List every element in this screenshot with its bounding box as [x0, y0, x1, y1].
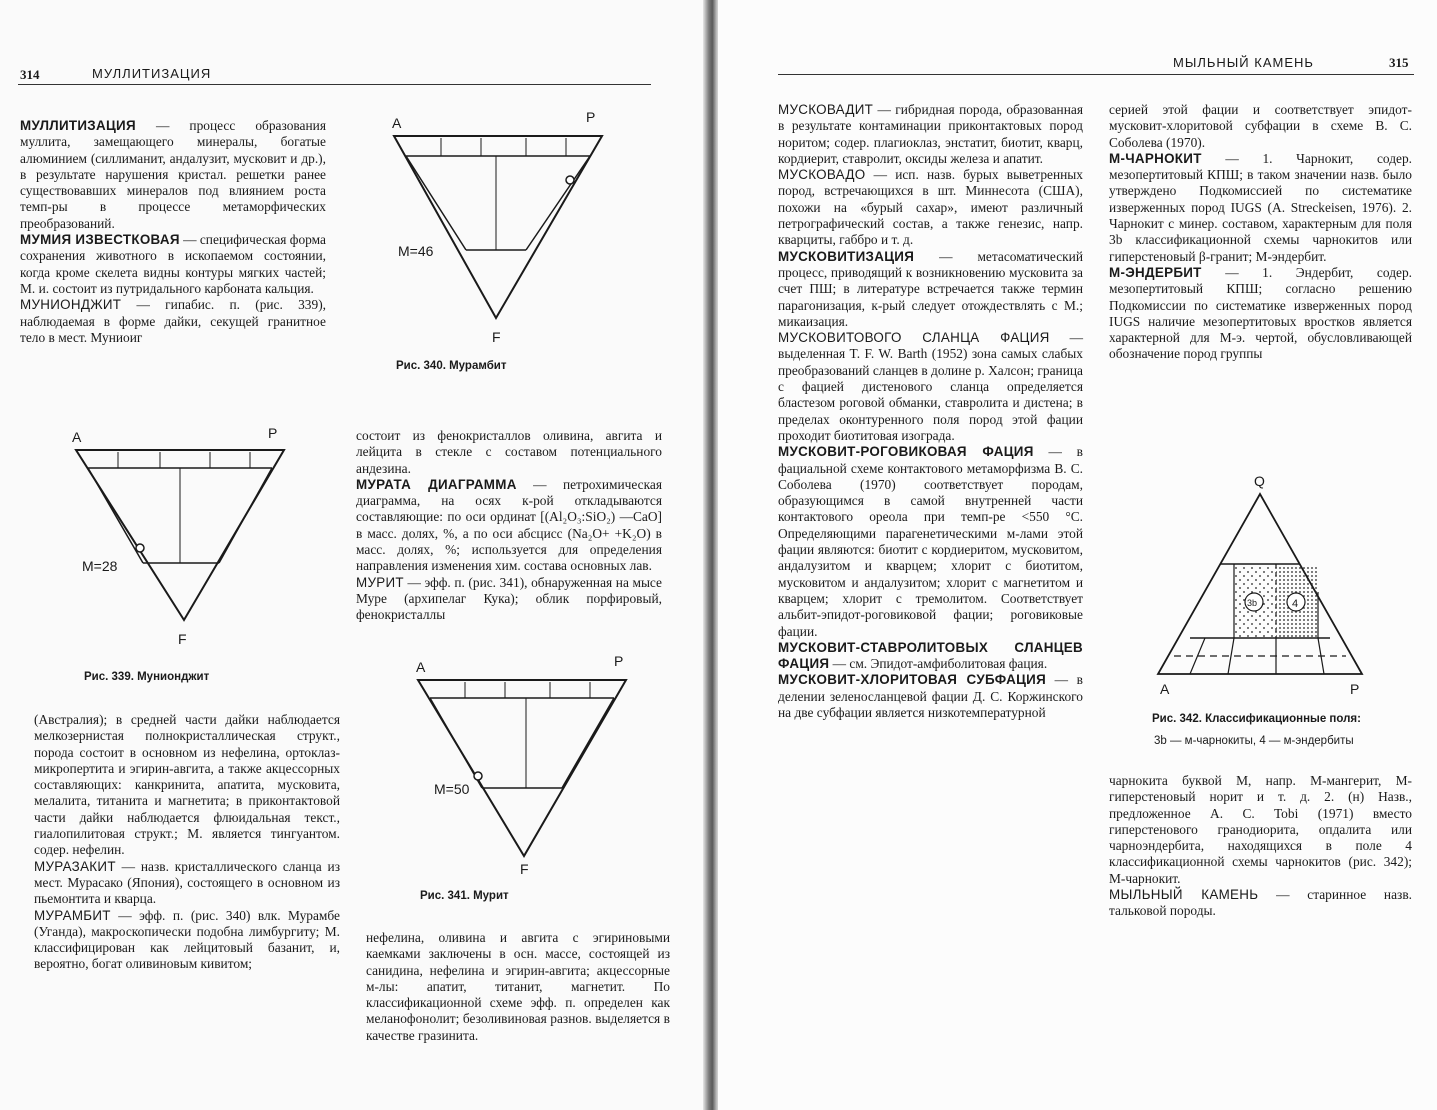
figure-342 — [1150, 466, 1380, 706]
right-column-bottom — [366, 930, 670, 1044]
entry-text: — эфф. п. (рис. 340) влк. Мурамбе (Уганда), макроскопически подобна лимбургиту; М. классифицирован как лейцитовый базанит, и, вероятно, богат оливиновым кивитом; — [34, 907, 340, 972]
entry-term: М-ЧАРНОКИТ — [1109, 150, 1202, 166]
entry-text: — назв. кристаллического сланца из мест. Мурасако (Япония), состоящего в основном из пьемонтита и кварца. — [34, 858, 340, 907]
entry-text: — процесс образования муллита, замещающего минералы, богатые алюминием (силлиманит, андалузит, мусковит и др.), в результате нарушения кристал. решетки ранее существовавших минералов под влиянием роста темп-ры в процессе метаморфических преобразований. — [20, 118, 326, 231]
right-page-right-column-bottom — [1109, 773, 1412, 920]
fig341-label-f: F — [520, 861, 529, 877]
fig342-label-q: Q — [1254, 473, 1265, 489]
fig341-label-a: A — [416, 659, 426, 675]
fig340-label-f: F — [492, 329, 501, 345]
entry-text: — выделенная T. F. W. Barth (1952) зона самых слабых преобразований сланцев в долине р. Халсон; граница с фацией дистенового сланца определяется бластезом роговой обманки, ставролита и дистена; в пределах оконтуренного поля пород этой фации проходит биотитовая изограда. — [778, 330, 1083, 443]
fig339-label-p: P — [268, 425, 278, 441]
entry-text: — гипабис. п. (рис. 339), наблюдаемая в форме дайки, секущей гранитное тело в мест. Муниоиг — [20, 297, 326, 345]
fig341-caption: Рис. 341. Мурит — [420, 890, 509, 902]
entry-paragraph — [1109, 151, 1412, 265]
entry-text: — петрохимическая диаграмма, на осях к-рой откладываются составляющие: по оси ординат [(Al₂O₃:SiO₂) —CaO] в масс. долях, %, а по оси абсцисс (Na₂O+ +K₂O) в масс. долях, %; используется для определения направления изменения хим. состава основных лав. — [356, 476, 662, 574]
entry-paragraph — [778, 444, 1083, 640]
left-column-top — [20, 118, 326, 346]
entry-text: — в фациальной схеме контактового метаморфизма В. С. Соболева (1970) соответствует породам, образующимся в самой внутренней части контактового ореола при темп-ре <550 °С. Определяющими парагенетическими м-лами этой фации являются: биотит с кордиеритом, мусковитом, андалузитом и кварцем; хлорит с биотитом, мусковитом и андалузитом; хлорит с магнетитом и кварцем; хлорит с тремолитом. Соответствует альбит-эпидот-роговиковой фации; роговиковые фации. — [778, 444, 1083, 639]
entry-text: — специфическая форма сохранения животного в ископаемом состоянии, когда кроме скелета видны контуры мягких частей; М. и. состоит из путридального карбоната кальция. — [20, 232, 326, 296]
entry-text: — 1. Чарнокит, содер. мезопертитовый КПШ; в таком значении назв. было утверждено Подкомиссией по систематике изверженных пород IUGS (A. Streckeisen, 1976). 2. Чарнокит с минер. составом, характерным для поля 3b классификационной схемы чарнокитов или гиперстеновый β-гранит; М-эндербит. — [1109, 150, 1412, 264]
entry-paragraph — [1109, 887, 1412, 920]
entry-paragraph — [778, 167, 1083, 248]
entry-text: — в делении зеленосланцевой фации Д. С. Коржинского на две субфации является низкотемпературной — [778, 672, 1083, 720]
entry-term: МУМИЯ ИЗВЕСТКОВАЯ — [20, 232, 180, 248]
page-number-right: 315 — [1389, 55, 1409, 70]
entry-paragraph — [1109, 102, 1412, 151]
entry-text: — метасоматический процесс, приводящий к возникновению мусковита за счет ПШ; в литературе встречается также термин парагонизация, к-рый следует отождествлять с М.; микаизация. — [778, 248, 1083, 329]
entry-paragraph — [356, 428, 662, 477]
entry-text: — исп. назв. бурых выветренных пород, встречающихся в шт. Миннесота (США), похожи на «бурый сахар», имеют различный петрографический состав, а также генезис, напр. кварциты, габбро и т. д. — [778, 167, 1083, 248]
entry-term: МУСКОВИТ-ХЛОРИТОВАЯ СУБФАЦИЯ — [778, 672, 1047, 688]
entry-term: МУСКОВИТИЗАЦИЯ — [778, 248, 915, 264]
entry-term: МУНИОНДЖИТ — [20, 297, 122, 313]
fig341-label-p: P — [614, 653, 624, 669]
entry-term: МУРАЗАКИТ — [34, 858, 116, 874]
entry-text: — см. Эпидот-амфиболитовая фация. — [829, 656, 1048, 672]
fig339-label-a: A — [72, 429, 82, 445]
entry-paragraph — [1109, 773, 1412, 887]
right-page-left-column — [778, 102, 1083, 721]
fig340-label-p: P — [586, 109, 596, 125]
fig342-label-4: 4 — [1292, 598, 1299, 610]
entry-text: чарнокита буквой М, напр. М-мангерит, М-гиперстеновый норит и т. д. 2. (н) Назв., предложенное A. C. Tobi (1971) вместо гиперстенового гранодиорита, опдалита или чарноэндербита, находящихся в поле 4 классификационной схемы чарнокитов (рис. 342); М-чарнокит. — [1109, 773, 1412, 886]
left-page — [0, 0, 705, 1110]
fig342-label-a: A — [1160, 681, 1170, 697]
entry-term: МЫЛЬНЫЙ КАМЕНЬ — [1109, 887, 1259, 903]
fig340-caption: Рис. 340. Мурамбит — [396, 360, 507, 372]
entry-term: МУРАТА ДИАГРАММА — [356, 476, 517, 492]
entry-paragraph — [1109, 265, 1412, 363]
right-column-middle — [356, 428, 662, 624]
fig339-caption: Рис. 339. Мунионджит — [84, 671, 210, 683]
fig340-label-m: M=46 — [398, 243, 434, 259]
entry-term: МУСКОВАДИТ — [778, 102, 874, 117]
entry-text: — эфф. п. (рис. 341), обнаруженная на мысе Муре (архипелаг Кука); облик порфировый, фенокристаллы — [356, 574, 662, 623]
entry-paragraph — [20, 232, 326, 297]
running-head-right: МЫЛЬНЫЙ КАМЕНЬ — [1173, 55, 1314, 70]
figure-341 — [410, 652, 650, 892]
fig342-label-3b: 3b — [1247, 598, 1258, 608]
entry-paragraph — [366, 930, 670, 1044]
figure-339 — [60, 420, 300, 660]
entry-term: МУСКОВИТ-СТАВРОЛИТОВЫХ СЛАНЦЕВ ФАЦИЯ — [778, 639, 1083, 672]
entry-text: — 1. Эндербит, содер. мезопертитовый КПШ; согласно решению Подкомиссии по систематике изверженных пород IUGS наличие мезопертитовых вростков является характерной для М-э. чертой, обусловливающей обозначение пород группы — [1109, 264, 1412, 362]
entry-term: МУСКОВАДО — [778, 167, 866, 183]
entry-term: М-ЭНДЕРБИТ — [1109, 264, 1202, 280]
entry-text: нефелина, оливина и авгита с эгириновыми каемками заключены в осн. массе, состоящей из санидина, нефелина и эгирин-авгита; акцессорные м-лы: апатит, титанит, магнетит. По классификационной схеме эфф. п. определен как меланофонолит; безоливиновая разнов. выделяется в качестве гразинита. — [366, 930, 670, 1043]
figure-340 — [386, 108, 626, 348]
running-head-left: МУЛЛИТИЗАЦИЯ — [92, 66, 212, 81]
fig341-label-m: M=50 — [434, 781, 470, 797]
entry-paragraph — [778, 640, 1083, 673]
fig340-label-a: A — [392, 115, 402, 131]
fig339-label-m: M=28 — [82, 558, 118, 574]
entry-paragraph — [356, 575, 662, 624]
entry-paragraph — [34, 712, 340, 859]
entry-term: МУСКОВИТОВОГО СЛАНЦА ФАЦИЯ — [778, 330, 1050, 346]
fig342-caption-legend: 3b — м-чарнокиты, 4 — м-эндербиты — [1154, 735, 1354, 747]
fig342-label-p: P — [1350, 681, 1360, 697]
entry-text: — старинное назв. тальковой породы. — [1109, 887, 1412, 919]
entry-text: серией этой фации и соответствует эпидот-мусковит-хлоритовой субфации в схеме В. С. Соболева (1970). — [1109, 102, 1412, 150]
entry-term: МУРИТ — [356, 574, 404, 590]
fig339-label-f: F — [178, 631, 187, 647]
entry-paragraph — [778, 102, 1083, 167]
entry-paragraph — [20, 297, 326, 346]
entry-term: МУЛЛИТИЗАЦИЯ — [20, 118, 136, 133]
right-page — [718, 0, 1437, 1110]
entry-paragraph — [20, 118, 326, 232]
entry-text: (Австралия); в средней части дайки наблюдается мелкозернистая полнокристаллическая структ., порода состоит в основном из нефелина, ортоклаз-микропертита и эгирин-авгита, а также акцессорных составляющих: канкринита, апатита, мусковита, мелалита, титанита и магнетита; в приконтактовой части дайки наблюдается флюидальная текст., гиалопилитовая структ.; М. является тингуантом. содер. нефелин. — [34, 712, 340, 858]
header-rule-left — [18, 84, 651, 85]
fig342-caption: Рис. 342. Классификационные поля: — [1152, 713, 1361, 725]
entry-text: — гибридная порода, образованная в результате контаминации приконтактовых пород норитом; содер. плагиоклаз, энстатит, биотит, кварц, кордиерит, ставролит, оксиды железа и апатит. — [778, 102, 1083, 166]
entry-paragraph — [778, 672, 1083, 721]
entry-paragraph — [778, 330, 1083, 444]
entry-paragraph — [34, 859, 340, 908]
entry-term: МУРАМБИТ — [34, 907, 111, 923]
entry-text: состоит из фенокристаллов оливина, авгита и лейцита в стекле с составом потенциального андезина. — [356, 428, 662, 476]
left-column-bottom — [34, 712, 340, 973]
page-number-left: 314 — [20, 67, 40, 82]
entry-term: МУСКОВИТ-РОГОВИКОВАЯ ФАЦИЯ — [778, 444, 1034, 460]
entry-paragraph — [34, 908, 340, 973]
header-rule-right — [778, 74, 1414, 75]
entry-paragraph — [778, 249, 1083, 330]
entry-paragraph — [356, 477, 662, 575]
right-page-right-column-top — [1109, 102, 1412, 363]
